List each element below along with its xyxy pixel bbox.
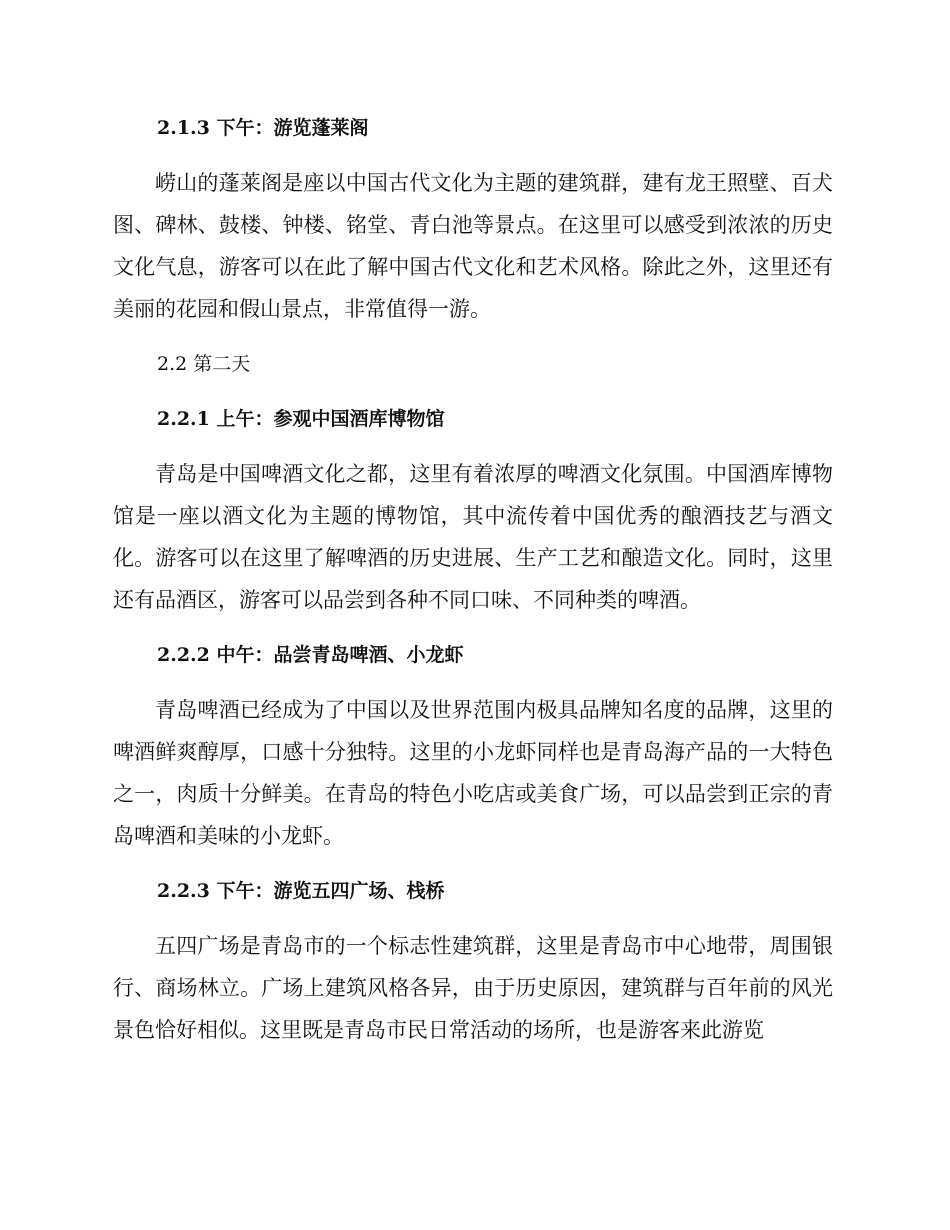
section-heading-2-2-2: 2.2.2 中午：品尝青岛啤酒、小龙虾 [157,644,464,666]
section-heading-2-2-3: 2.2.3 下午：游览五四广场、栈桥 [157,880,445,902]
section-paragraph-2-1-3: 崂山的蓬莱阁是座以中国古代文化为主题的建筑群，建有龙王照壁、百犬图、碑林、鼓楼、钟楼、铭堂、青白池等景点。在这里可以感受到浓浓的历史文化气息，游客可以在此了解中国古代文化和艺术风格。除此之外，这里还有美丽的花园和假山景点，非常值得一游。 [113,171,833,321]
section-paragraph-2-2-3: 五四广场是青岛市的一个标志性建筑群，这里是青岛市中心地带，周围银行、商场林立。广场上建筑风格各异，由于历史原因，建筑群与百年前的风光景色恰好相似。这里既是青岛市民日常活动的场所，也是游客来此游览 [113,934,833,1042]
section-paragraph-2-2-2: 青岛啤酒已经成为了中国以及世界范围内极具品牌知名度的品牌，这里的啤酒鲜爽醇厚，口感十分独特。这里的小龙虾同样也是青岛海产品的一大特色之一，肉质十分鲜美。在青岛的特色小吃店或美食广场，可以品尝到正宗的青岛啤酒和美味的小龙虾。 [113,698,833,848]
section-heading-2-2: 2.2 第二天 [157,353,251,375]
section-heading-2-2-1: 2.2.1 上午：参观中国酒库博物馆 [157,408,445,430]
section-heading-2-1-3: 2.1.3 下午：游览蓬莱阁 [157,117,369,139]
section-paragraph-2-2-1: 青岛是中国啤酒文化之都，这里有着浓厚的啤酒文化氛围。中国酒库博物馆是一座以酒文化为主题的博物馆，其中流传着中国优秀的酿酒技艺与酒文化。游客可以在这里了解啤酒的历史进展、生产工艺和酿造文化。同时，这里还有品酒区，游客可以品尝到各种不同口味、不同种类的啤酒。 [113,462,833,612]
